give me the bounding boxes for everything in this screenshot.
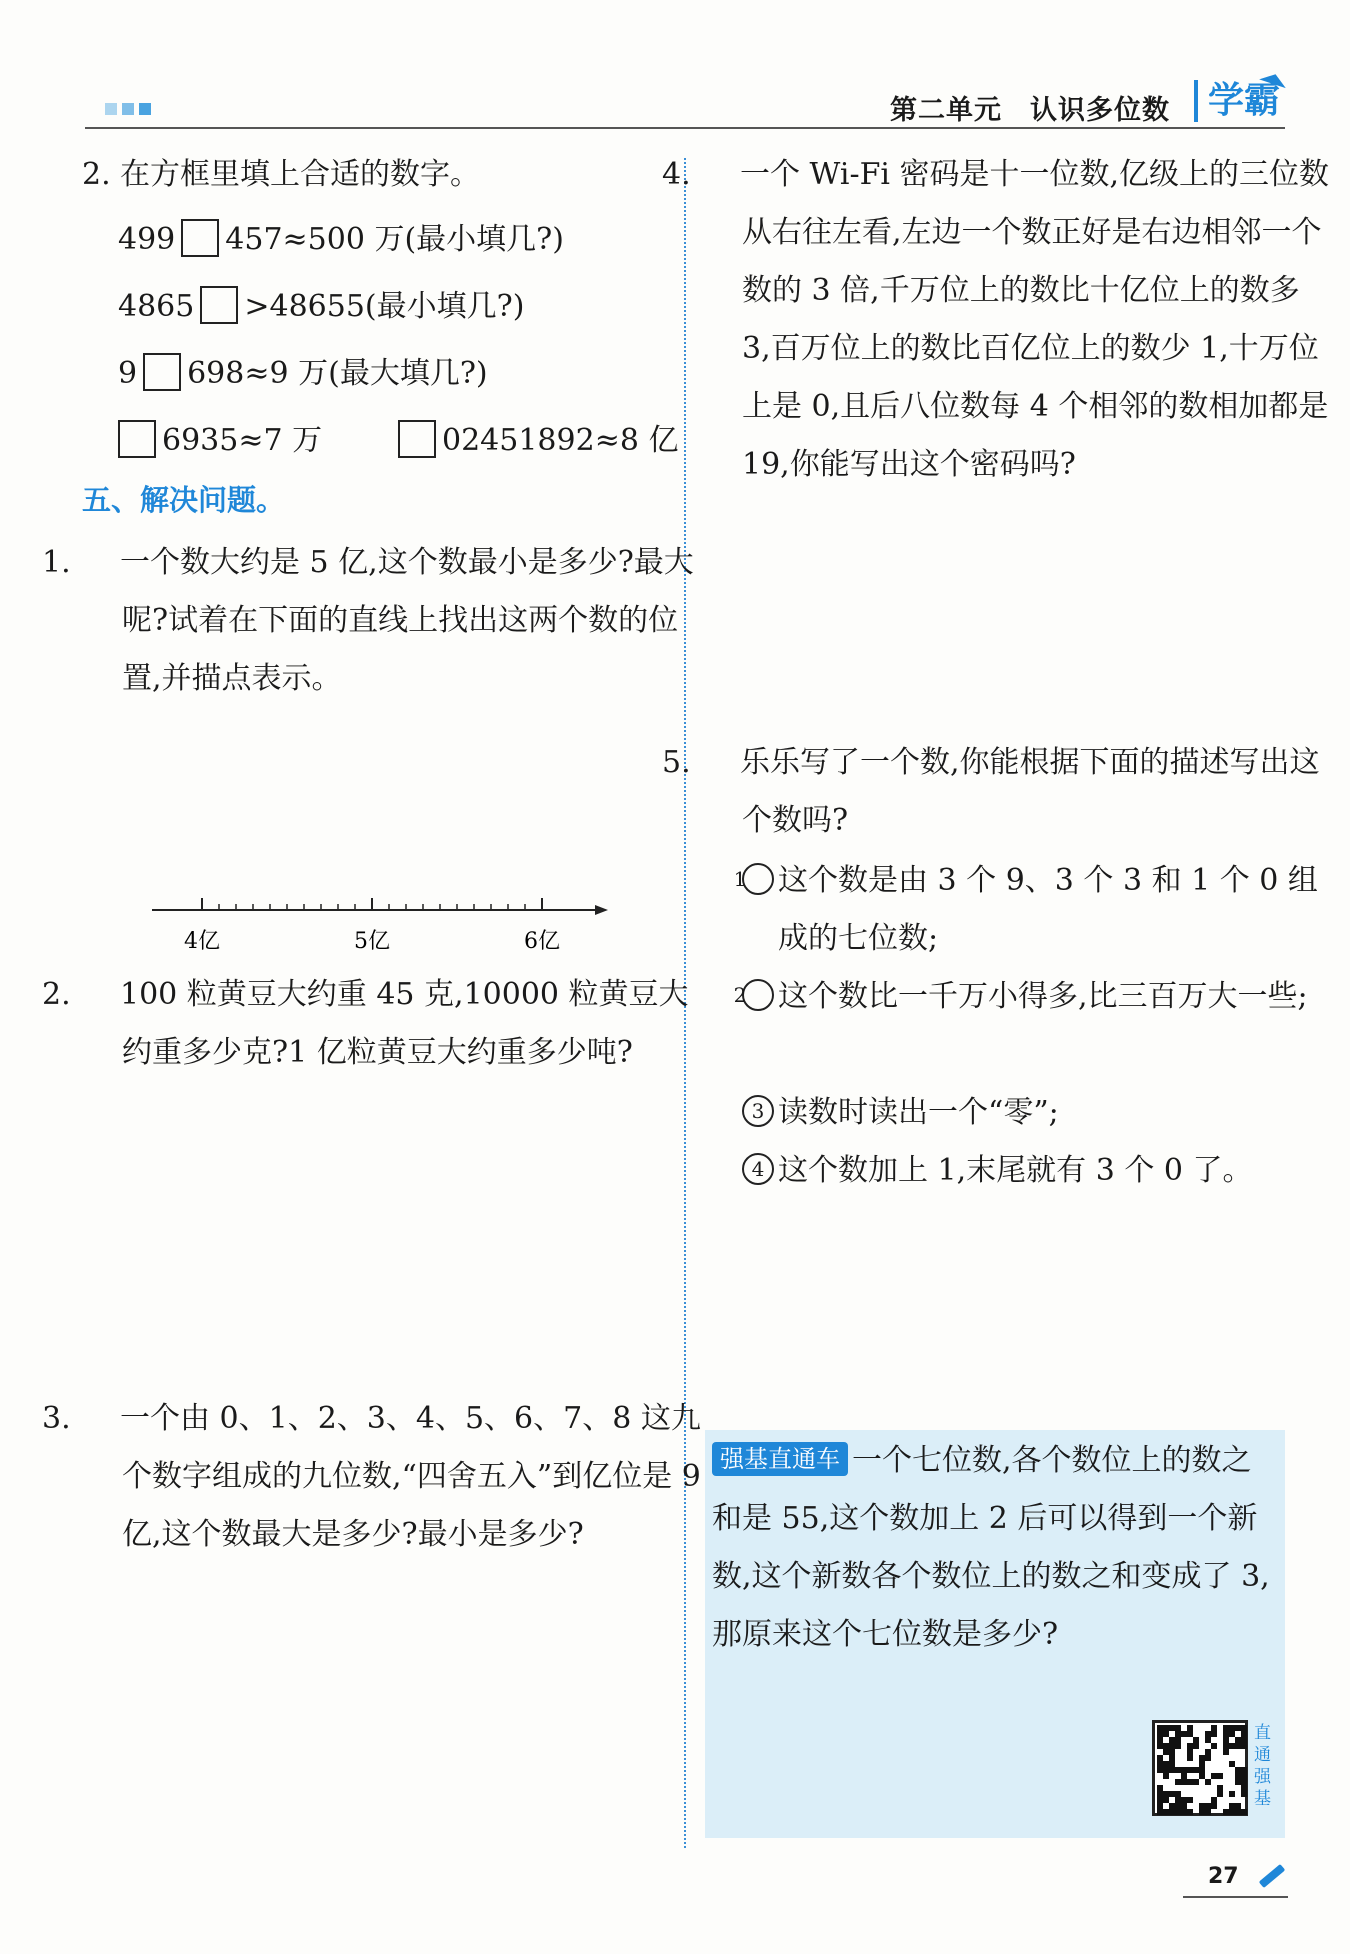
number-line-label-5: 5亿 [354, 929, 390, 954]
section-heading: 五、解决问题。 [82, 483, 286, 517]
number-line [150, 880, 610, 960]
q2-prompt: 2. 在方框里填上合适的数字。 [82, 157, 480, 192]
pencil-icon [1259, 1864, 1286, 1888]
answer-box[interactable] [143, 353, 181, 391]
qr-module [1229, 1791, 1235, 1797]
chapter-label: 认识多位数 [1030, 95, 1170, 126]
qr-module [1187, 1755, 1193, 1761]
answer-box[interactable] [398, 420, 436, 458]
page-number: 27 [1208, 1864, 1239, 1889]
fill-line-4b: 02451892≈8 亿 [392, 415, 678, 461]
qr-module [1163, 1773, 1169, 1779]
qr-module [1205, 1809, 1211, 1815]
condition-4: 4 这个数加上 1,末尾就有 3 个 0 了。 [742, 1142, 1292, 1200]
header-rule [85, 127, 1285, 129]
number-line-label-6: 6亿 [524, 929, 560, 954]
qr-module [1223, 1749, 1229, 1755]
challenge-tag: 强基直通车 [712, 1442, 848, 1476]
qr-module [1193, 1743, 1199, 1749]
brand-logo: 学霸 [1194, 80, 1280, 122]
qr-caption: 直通强基 [1254, 1723, 1271, 1809]
fill-line-1: 499 457≈500 万(最小填几?) [118, 214, 564, 260]
qr-module [1241, 1809, 1247, 1815]
number-line-label-4: 4亿 [184, 929, 220, 954]
unit-label: 第二单元 [890, 95, 1002, 126]
answer-box[interactable] [118, 420, 156, 458]
qr-module [1211, 1803, 1217, 1809]
fill-line-3: 9 698≈9 万(最大填几?) [118, 348, 488, 394]
qr-module [1187, 1797, 1193, 1803]
condition-1: 1 这个数是由 3 个 9、3 个 3 和 1 个 0 组成的七位数; [733, 863, 1318, 956]
qr-module [1217, 1791, 1223, 1797]
qr-module [1241, 1791, 1247, 1797]
qr-code[interactable] [1152, 1720, 1248, 1816]
qr-module [1217, 1773, 1223, 1779]
problem-1: 1. 一个数大约是 5 亿,这个数最小是多少?最大呢?试着在下面的直线上找出这两个数的位置,并描点表示。 [42, 545, 694, 696]
qr-module [1187, 1809, 1193, 1815]
condition-2: 2 这个数比一千万小得多,比三百万大一些; [733, 979, 1308, 1014]
problem-2: 2. 100 粒黄豆大约重 45 克,10000 粒黄豆大约重多少克?1 亿粒黄豆大约重多少吨? [42, 977, 689, 1070]
qr-module [1241, 1743, 1247, 1749]
qr-module [1211, 1731, 1217, 1737]
challenge-problem: 强基直通车 一个七位数,各个数位上的数之和是 55,这个数加上 2 后可以得到一个新数,这个新数各个数位上的数之和变成了 3,那原来这个七位数是多少? [712, 1443, 1270, 1652]
answer-box[interactable] [181, 219, 219, 257]
qr-module [1175, 1743, 1181, 1749]
header-squares [105, 103, 151, 115]
qr-module [1193, 1779, 1199, 1785]
fill-line-4a: 6935≈7 万 [112, 415, 322, 461]
header-title [890, 88, 1170, 127]
qr-module [1205, 1779, 1211, 1785]
problem-3: 3. 一个由 0、1、2、3、4、5、6、7、8 这九个数字组成的九位数,“四舍五入”到亿位是 9 亿,这个数最大是多少?最小是多少? [42, 1401, 701, 1552]
qr-module [1205, 1755, 1211, 1761]
problem-4: 4. 一个 Wi-Fi 密码是十一位数,亿级上的三位数从右往左看,左边一个数正好是右边相邻一个数的 3 倍,千万位上的数比十亿位上的数多 3,百万位上的数比百亿位上的数少 1,十万位上是 0,且后八位数每 4 个相邻的数相加都是 19,你能写出这个密码吗? [662, 157, 1330, 482]
problem-5: 5. 乐乐写了一个数,你能根据下面的描述写出这个数吗? [662, 745, 1320, 838]
fill-line-2: 4865 >48655(最小填几?) [118, 281, 524, 327]
condition-3: 3 读数时读出一个“零”; [742, 1084, 1292, 1142]
answer-box[interactable] [200, 286, 238, 324]
page-number-rule [1183, 1896, 1288, 1898]
qr-module [1211, 1743, 1217, 1749]
